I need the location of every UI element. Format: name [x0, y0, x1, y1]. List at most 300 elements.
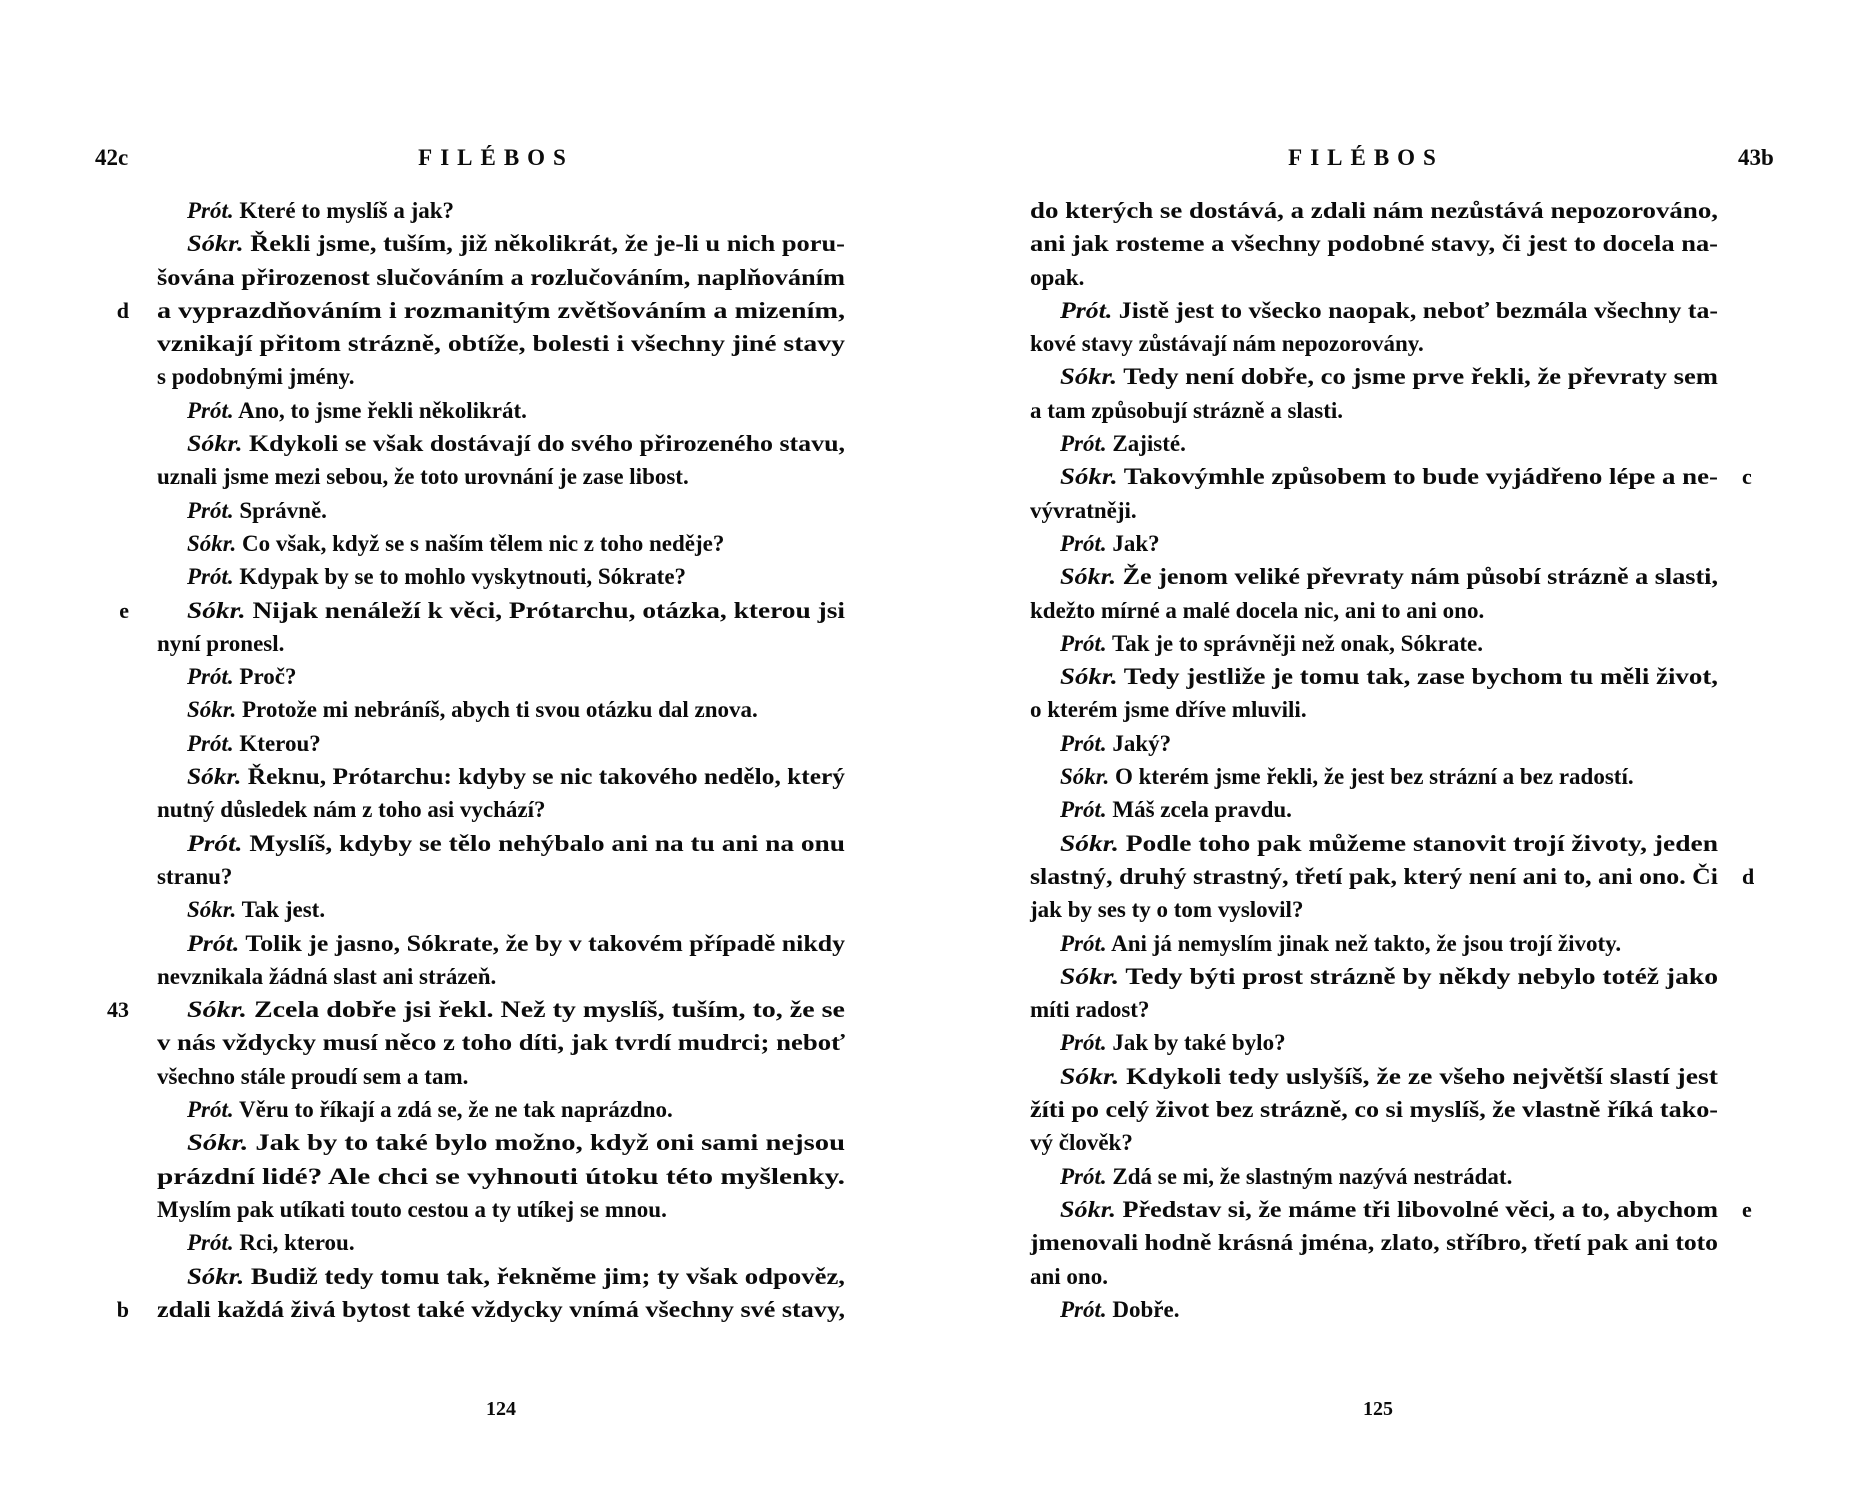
line-text-cell: [1030, 1026, 1718, 1059]
line-text: jmenovali hodně krásná jména, zlato, stříbro, třetí pak ani toto: [1030, 1230, 1718, 1256]
line-text: Sókr. Budiž tedy tomu tak, řekněme jim; ty však odpověz,: [187, 1263, 845, 1289]
stephanus-margin-letter: [1718, 1260, 1780, 1293]
speaker-label: Prót.: [187, 397, 234, 423]
line-text: nutný důsledek nám z toho asi vychází?: [157, 797, 546, 823]
text-line: [95, 527, 845, 560]
text-line: [1030, 860, 1780, 893]
stephanus-margin-letter: [1718, 194, 1780, 227]
line-text: vý člověk?: [1030, 1130, 1133, 1156]
line-text-cell: [157, 394, 845, 427]
line-text: Sókr. Řeknu, Prótarchu: kdyby se nic takového nedělo, který: [187, 764, 845, 790]
line-text-cell: [157, 927, 845, 960]
line-text-cell: [157, 1160, 845, 1193]
text-line: [1030, 827, 1780, 860]
line-text-cell: [157, 527, 845, 560]
line-text: Prót. Ani já nemyslím jinak než takto, že jsou trojí životy.: [1060, 930, 1622, 956]
line-text-cell: [1030, 1293, 1718, 1326]
line-text: Sókr. Tedy není dobře, co jsme prve řekli, že převraty sem: [1060, 364, 1718, 390]
page-number-left: 124: [486, 1398, 516, 1420]
line-text: vývratněji.: [1030, 497, 1137, 523]
line-text-cell: [157, 760, 845, 793]
speaker-label: Sókr.: [187, 1130, 249, 1156]
line-text-cell: [157, 727, 845, 760]
stephanus-margin-letter: [1718, 427, 1780, 460]
line-text: míti radost?: [1030, 997, 1150, 1023]
line-text-cell: [1030, 360, 1718, 393]
stephanus-margin-letter: [1718, 527, 1780, 560]
line-text: Prót. Jistě jest to všecko naopak, neboť bezmála všechny ta-: [1060, 297, 1718, 323]
stephanus-margin-letter: [95, 1226, 157, 1259]
stephanus-margin-letter: [95, 1193, 157, 1226]
text-line: [95, 827, 845, 860]
text-line: [1030, 1160, 1780, 1193]
line-text: stranu?: [157, 863, 233, 889]
speaker-label: Prót.: [1060, 930, 1107, 956]
stephanus-margin-letter: [95, 494, 157, 527]
text-line: [1030, 727, 1780, 760]
text-line: [95, 893, 845, 926]
stephanus-margin-letter: [95, 560, 157, 593]
line-text-cell: [1030, 327, 1718, 360]
text-line: [1030, 627, 1780, 660]
stephanus-margin-letter: [95, 194, 157, 227]
line-text-cell: [157, 560, 845, 593]
speaker-label: Sókr.: [187, 530, 237, 556]
stephanus-margin-letter: [95, 1060, 157, 1093]
speaker-label: Sókr.: [187, 231, 244, 257]
line-text: opak.: [1030, 264, 1085, 290]
line-text: Sókr. Nijak nenáleží k věci, Prótarchu, otázka, kterou jsi: [187, 597, 845, 623]
left-text-column: [95, 194, 845, 1326]
stephanus-margin-letter: [1718, 793, 1780, 826]
speaker-label: Prót.: [187, 930, 240, 956]
text-line: [1030, 261, 1780, 294]
line-text: a vyprazdňováním i rozmanitým zvětšováním a mizením,: [157, 297, 845, 323]
stephanus-margin-letter: e: [1742, 1196, 1752, 1222]
line-text: Prót. Které to myslíš a jak?: [187, 198, 455, 223]
speaker-label: Prót.: [187, 730, 234, 756]
line-text-cell: [157, 627, 845, 660]
stephanus-margin-letter: [1718, 727, 1780, 760]
line-text: Prót. Jak?: [1060, 530, 1160, 556]
stephanus-margin-letter: [95, 960, 157, 993]
stephanus-margin-letter: e: [119, 597, 129, 623]
text-line: [95, 727, 845, 760]
line-text: Prót. Proč?: [187, 664, 297, 690]
line-text: Prót. Ano, to jsme řekli několikrát.: [187, 397, 527, 423]
speaker-label: Prót.: [1060, 1163, 1107, 1189]
line-text: Prót. Správně.: [187, 497, 327, 523]
text-line: [95, 1226, 845, 1259]
line-text: Sókr. Co však, když se s naším tělem nic z toho neděje?: [187, 530, 725, 556]
stephanus-margin-letter: [95, 327, 157, 360]
stephanus-margin-letter: [95, 627, 157, 660]
stephanus-margin-letter: [95, 827, 157, 860]
text-line: [1030, 594, 1780, 627]
text-line: [1030, 1260, 1780, 1293]
text-line: [1030, 427, 1780, 460]
text-line: [1030, 693, 1780, 726]
stephanus-margin-letter: [95, 1093, 157, 1126]
speaker-label: Prót.: [187, 198, 234, 223]
speaker-label: Prót.: [1060, 431, 1107, 457]
line-text-cell: [157, 460, 845, 493]
line-text-cell: [1030, 394, 1718, 427]
line-text-cell: [157, 1260, 845, 1293]
line-text-cell: [1030, 760, 1718, 793]
text-line: [95, 927, 845, 960]
speaker-label: Prót.: [187, 1230, 234, 1256]
line-text-cell: [1030, 1260, 1718, 1293]
stephanus-margin-letter: [95, 227, 157, 260]
line-text: kové stavy zůstávají nám nepozorovány.: [1030, 331, 1424, 357]
text-line: [1030, 793, 1780, 826]
text-line: [1030, 294, 1780, 327]
running-title-right: FILÉBOS: [1288, 145, 1444, 170]
text-line: [95, 227, 845, 260]
stephanus-margin-letter: [95, 793, 157, 826]
line-text: s podobnými jmény.: [157, 364, 355, 390]
line-text-cell: [157, 594, 845, 627]
text-line: [1030, 893, 1780, 926]
line-text: ani jak rosteme a všechny podobné stavy, či jest to docela na-: [1030, 231, 1718, 257]
line-text: vznikají přitom strázně, obtíže, bolesti i všechny jiné stavy: [157, 331, 845, 357]
line-text-cell: [1030, 960, 1718, 993]
line-text: Prót. Zdá se mi, že slastným nazývá nestrádat.: [1060, 1163, 1513, 1189]
stephanus-margin-letter: [95, 527, 157, 560]
stephanus-margin-letter: [95, 1160, 157, 1193]
stephanus-header-left: 42c: [95, 145, 129, 170]
stephanus-margin-letter: [95, 693, 157, 726]
stephanus-margin-letter: [1718, 294, 1780, 327]
line-text-cell: [1030, 227, 1718, 260]
line-text: slastný, druhý strastný, třetí pak, který není ani to, ani ono. Či: [1030, 863, 1718, 889]
line-text: Sókr. Tak jest.: [187, 897, 326, 923]
text-line: [1030, 460, 1780, 493]
line-text: Sókr. Že jenom veliké převraty nám působí strázně a slasti,: [1060, 564, 1718, 590]
stephanus-margin-letter: d: [116, 297, 129, 323]
text-line: [1030, 494, 1780, 527]
stephanus-margin-letter: [1718, 227, 1780, 260]
stephanus-margin-letter: [1718, 494, 1780, 527]
line-text: uznali jsme mezi sebou, že toto urovnání je zase libost.: [157, 464, 689, 490]
line-text: Prót. Tolik je jasno, Sókrate, že by v takovém případě nikdy: [187, 930, 845, 956]
line-text-cell: [157, 993, 845, 1026]
speaker-label: Prót.: [187, 664, 234, 690]
line-text-cell: [1030, 560, 1718, 593]
line-text: Prót. Myslíš, kdyby se tělo nehýbalo ani na tu ani na onu: [187, 830, 845, 856]
line-text: Prót. Kdypak by se to mohlo vyskytnouti, Sókrate?: [187, 564, 687, 590]
speaker-label: Sókr.: [187, 897, 237, 923]
speaker-label: Sókr.: [1060, 764, 1110, 790]
text-line: [1030, 760, 1780, 793]
line-text-cell: [1030, 627, 1718, 660]
text-line: [95, 660, 845, 693]
stephanus-margin-letter: [1718, 360, 1780, 393]
line-text: Prót. Kterou?: [187, 730, 321, 756]
text-line: [95, 1060, 845, 1093]
line-text: Prót. Rci, kterou.: [187, 1230, 355, 1256]
stephanus-margin-letter: [1718, 327, 1780, 360]
line-text-cell: [157, 1126, 845, 1159]
stephanus-margin-letter: 43: [107, 997, 129, 1023]
speaker-label: Prót.: [1060, 1030, 1107, 1056]
text-line: [1030, 527, 1780, 560]
line-text-cell: [1030, 294, 1718, 327]
line-text: Sókr. Představ si, že máme tři libovolné věci, a to, abychom: [1060, 1196, 1718, 1222]
line-text: všechno stále proudí sem a tam.: [157, 1063, 469, 1089]
text-line: [1030, 1126, 1780, 1159]
stephanus-margin-letter: [95, 893, 157, 926]
speaker-label: Prót.: [187, 830, 243, 856]
speaker-label: Prót.: [187, 1097, 234, 1123]
text-line: [95, 594, 845, 627]
stephanus-margin-letter: [95, 360, 157, 393]
line-text: jak by ses ty o tom vyslovil?: [1030, 897, 1304, 923]
line-text-cell: [157, 1293, 845, 1326]
stephanus-margin-letter: [1718, 1093, 1780, 1126]
line-text-cell: [157, 261, 845, 294]
line-text: Sókr. Podle toho pak můžeme stanovit trojí životy, jeden: [1060, 830, 1718, 856]
text-line: [95, 394, 845, 427]
speaker-label: Sókr.: [1060, 664, 1118, 690]
stephanus-margin-letter: b: [116, 1296, 129, 1322]
stephanus-margin-letter: [1718, 960, 1780, 993]
line-text-cell: [157, 1060, 845, 1093]
line-text: nyní pronesl.: [157, 630, 285, 656]
text-line: [1030, 1060, 1780, 1093]
text-line: [1030, 927, 1780, 960]
line-text-cell: [1030, 194, 1718, 227]
speaker-label: Prót.: [1060, 1296, 1107, 1322]
line-text-cell: [1030, 793, 1718, 826]
speaker-label: Prót.: [1060, 797, 1107, 823]
line-text-cell: [1030, 693, 1718, 726]
text-line: [95, 427, 845, 460]
line-text: do kterých se dostává, a zdali nám nezůstává nepozorováno,: [1030, 198, 1718, 223]
text-line: [1030, 1026, 1780, 1059]
line-text-cell: [157, 1226, 845, 1259]
text-line: [95, 327, 845, 360]
line-text-cell: [157, 227, 845, 260]
line-text-cell: [157, 960, 845, 993]
text-line: [1030, 1226, 1780, 1259]
speaker-label: Sókr.: [1060, 1196, 1116, 1222]
stephanus-margin-letter: [1718, 927, 1780, 960]
stephanus-margin-letter: [1718, 594, 1780, 627]
line-text: Sókr. Takovýmhle způsobem to bude vyjádřeno lépe a ne-: [1060, 464, 1718, 490]
text-line: [95, 760, 845, 793]
line-text-cell: [1030, 527, 1718, 560]
stephanus-margin-letter: [95, 660, 157, 693]
stephanus-margin-letter: [1718, 394, 1780, 427]
speaker-label: Prót.: [1060, 630, 1107, 656]
line-text-cell: [1030, 727, 1718, 760]
line-text-cell: [1030, 261, 1718, 294]
text-line: [95, 1193, 845, 1226]
stephanus-margin-letter: [1718, 1026, 1780, 1059]
stephanus-margin-letter: [1718, 993, 1780, 1026]
stephanus-margin-letter: [1718, 893, 1780, 926]
text-line: [1030, 1293, 1780, 1326]
line-text-cell: [1030, 494, 1718, 527]
text-line: [95, 1093, 845, 1126]
line-text-cell: [157, 1193, 845, 1226]
text-line: [95, 793, 845, 826]
stephanus-margin-letter: [1718, 1226, 1780, 1259]
speaker-label: Sókr.: [1060, 464, 1118, 490]
stephanus-margin-letter: [95, 860, 157, 893]
line-text-cell: [1030, 1060, 1718, 1093]
stephanus-margin-letter: [1718, 1293, 1780, 1326]
stephanus-margin-letter: [95, 1026, 157, 1059]
stephanus-margin-letter: [95, 394, 157, 427]
line-text-cell: [157, 893, 845, 926]
line-text-cell: [1030, 1193, 1718, 1226]
line-text-cell: [157, 660, 845, 693]
line-text: a tam způsobují strázně a slasti.: [1030, 397, 1344, 423]
line-text-cell: [1030, 1160, 1718, 1193]
line-text: Sókr. Tedy býti prost strázně by někdy nebylo totéž jako: [1060, 963, 1718, 989]
stephanus-margin-letter: [95, 1126, 157, 1159]
line-text-cell: [157, 360, 845, 393]
stephanus-margin-letter: [95, 927, 157, 960]
text-line: [95, 1026, 845, 1059]
page-number-right: 125: [1363, 1398, 1393, 1420]
line-text: Sókr. Jak by to také bylo možno, když oni sami nejsou: [187, 1130, 845, 1156]
speaker-label: Sókr.: [187, 764, 242, 790]
line-text-cell: [1030, 827, 1718, 860]
speaker-label: Prót.: [1060, 730, 1107, 756]
text-line: [95, 1126, 845, 1159]
line-text-cell: [157, 294, 845, 327]
line-text: Sókr. Řekli jsme, tuším, již několikrát, že je-li u nich poru-: [187, 231, 845, 257]
text-line: [1030, 560, 1780, 593]
line-text: Prót. Jaký?: [1060, 730, 1172, 756]
stephanus-margin-letter: [1718, 660, 1780, 693]
stephanus-margin-letter: [1718, 560, 1780, 593]
text-line: [1030, 194, 1780, 227]
speaker-label: Sókr.: [1060, 830, 1119, 856]
stephanus-margin-letter: [1718, 1060, 1780, 1093]
line-text: šována přirozenost slučováním a rozlučováním, naplňováním: [157, 264, 845, 290]
line-text-cell: [1030, 1126, 1718, 1159]
line-text: Prót. Dobře.: [1060, 1296, 1180, 1322]
speaker-label: Prót.: [1060, 297, 1113, 323]
line-text-cell: [157, 327, 845, 360]
line-text: kdežto mírné a malé docela nic, ani to ani ono.: [1030, 597, 1485, 623]
line-text-cell: [157, 1026, 845, 1059]
line-text: nevznikala žádná slast ani strázeň.: [157, 963, 497, 989]
speaker-label: Sókr.: [187, 431, 243, 457]
line-text-cell: [1030, 460, 1718, 493]
text-line: [95, 627, 845, 660]
line-text-cell: [157, 793, 845, 826]
text-line: [1030, 960, 1780, 993]
stephanus-margin-letter: [95, 1260, 157, 1293]
text-line: [95, 360, 845, 393]
line-text: v nás vždycky musí něco z toho díti, jak tvrdí mudrci; neboť: [157, 1030, 845, 1056]
stephanus-margin-letter: [95, 727, 157, 760]
text-line: [95, 693, 845, 726]
line-text-cell: [1030, 1226, 1718, 1259]
speaker-label: Sókr.: [187, 1263, 245, 1289]
line-text: Sókr. Zcela dobře jsi řekl. Než ty myslíš, tuším, to, že se: [187, 997, 846, 1023]
text-line: [1030, 993, 1780, 1026]
line-text-cell: [157, 494, 845, 527]
line-text: Sókr. Kdykoli tedy uslyšíš, že ze všeho největší slastí jest: [1060, 1063, 1718, 1089]
line-text: Sókr. Protože mi nebráníš, abych ti svou otázku dal znova.: [187, 697, 758, 723]
line-text: Sókr. Kdykoli se však dostávají do svého přirozeného stavu,: [187, 431, 846, 457]
text-line: [95, 860, 845, 893]
stephanus-margin-letter: [1718, 1160, 1780, 1193]
speaker-label: Prót.: [1060, 530, 1107, 556]
right-text-column: [1030, 194, 1780, 1326]
text-line: [1030, 227, 1780, 260]
stephanus-margin-letter: [1718, 760, 1780, 793]
text-line: [95, 1160, 845, 1193]
text-line: [95, 1293, 845, 1326]
text-line: [1030, 1193, 1780, 1226]
text-line: [1030, 1093, 1780, 1126]
line-text: o kterém jsme dříve mluvili.: [1030, 697, 1307, 723]
line-text-cell: [1030, 927, 1718, 960]
line-text-cell: [1030, 993, 1718, 1026]
line-text: žíti po celý život bez strázně, co si myslíš, že vlastně říká tako-: [1030, 1097, 1718, 1123]
line-text-cell: [1030, 594, 1718, 627]
speaker-label: Prót.: [187, 564, 234, 590]
stephanus-margin-letter: [1718, 627, 1780, 660]
speaker-label: Sókr.: [187, 597, 246, 623]
stephanus-margin-letter: [95, 760, 157, 793]
stephanus-margin-letter: d: [1742, 863, 1755, 889]
stephanus-margin-letter: [95, 261, 157, 294]
line-text: ani ono.: [1030, 1263, 1108, 1289]
text-line: [1030, 394, 1780, 427]
text-line: [95, 460, 845, 493]
stephanus-margin-letter: [1718, 261, 1780, 294]
line-text: Prót. Jak by také bylo?: [1060, 1030, 1286, 1056]
line-text-cell: [1030, 660, 1718, 693]
line-text: Sókr. Tedy jestliže je tomu tak, zase bychom tu měli život,: [1060, 664, 1718, 690]
text-line: [1030, 327, 1780, 360]
line-text: Myslím pak utíkati touto cestou a ty utíkej se mnou.: [157, 1196, 667, 1222]
line-text: Prót. Tak je to správněji než onak, Sókrate.: [1060, 630, 1483, 656]
text-line: [95, 1260, 845, 1293]
text-line: [95, 294, 845, 327]
stephanus-margin-letter: [95, 460, 157, 493]
text-line: [1030, 360, 1780, 393]
text-line: [95, 494, 845, 527]
line-text-cell: [1030, 893, 1718, 926]
line-text: Prót. Věru to říkají a zdá se, že ne tak naprázdno.: [187, 1097, 673, 1123]
stephanus-margin-letter: [1718, 827, 1780, 860]
stephanus-margin-letter: c: [1742, 464, 1752, 490]
stephanus-header-right: 43b: [1738, 145, 1774, 170]
text-line: [95, 560, 845, 593]
speaker-label: Sókr.: [187, 697, 237, 723]
speaker-label: Sókr.: [1060, 564, 1117, 590]
text-line: [95, 261, 845, 294]
speaker-label: Prót.: [187, 497, 234, 523]
line-text: Sókr. O kterém jsme řekli, že jest bez strázní a bez radostí.: [1060, 764, 1634, 790]
stephanus-margin-letter: [95, 427, 157, 460]
speaker-label: Sókr.: [1060, 963, 1119, 989]
line-text: zdali každá živá bytost také vždycky vnímá všechny své stavy,: [157, 1296, 845, 1322]
line-text-cell: [157, 827, 845, 860]
line-text-cell: [157, 427, 845, 460]
stephanus-margin-letter: [1718, 1126, 1780, 1159]
